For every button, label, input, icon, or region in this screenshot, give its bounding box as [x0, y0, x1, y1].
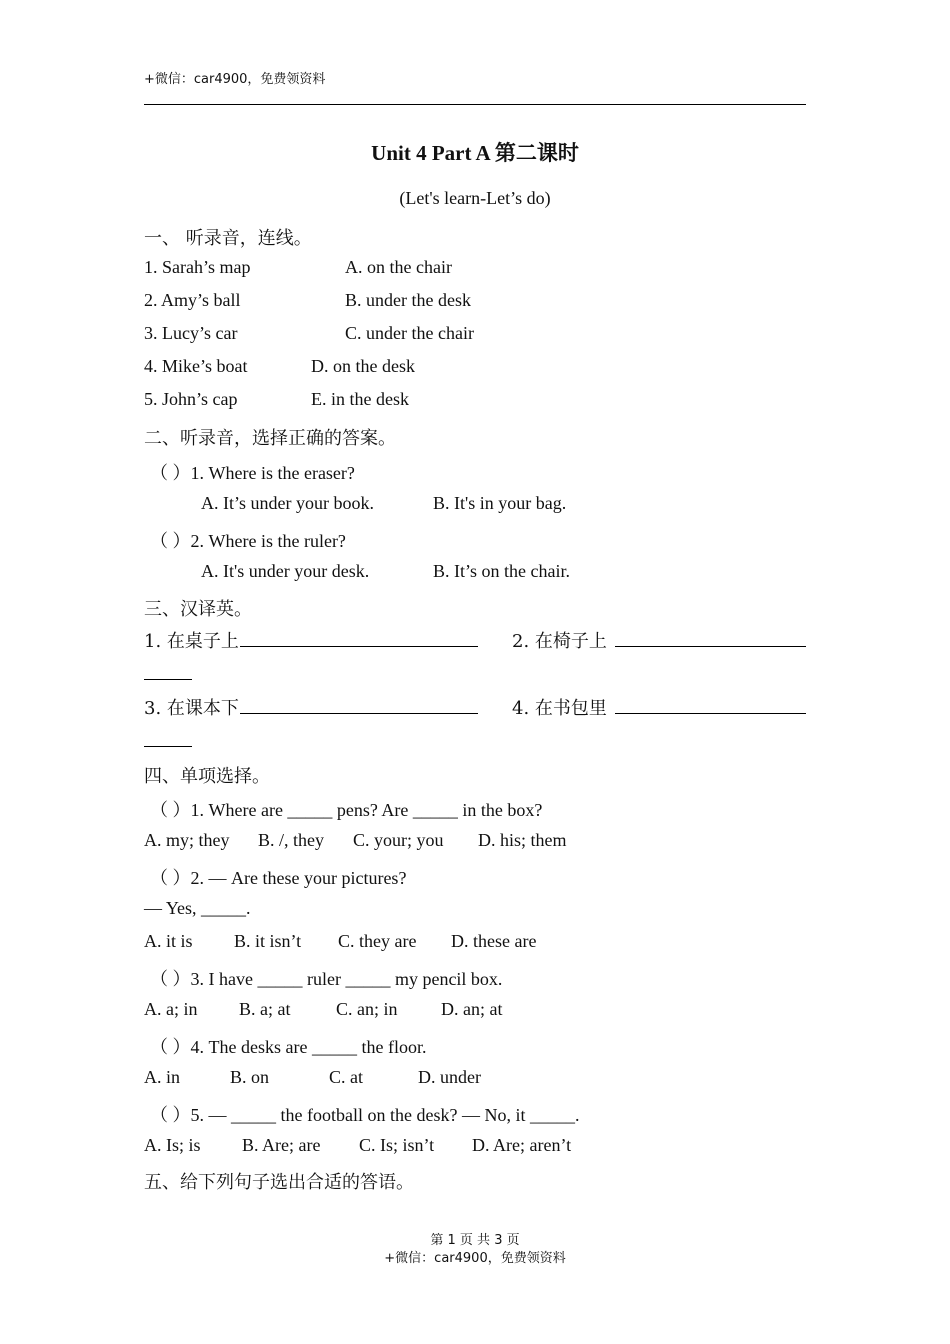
match-left-5: 5. John’s cap	[144, 389, 238, 409]
s4-question-1: （ ）1. Where are _____ pens? Are _____ in the box?	[150, 800, 543, 820]
s3-item-1: 1. 在桌子上	[144, 631, 239, 652]
s3-answer-line-4[interactable]	[615, 713, 806, 714]
section3-heading: 三、汉译英。	[144, 599, 252, 620]
s2-question-1: （ ）1. Where is the eraser?	[150, 463, 355, 483]
section2-heading: 二、听录音，选择正确的答案。	[144, 428, 396, 449]
page-subtitle: (Let's learn-Let’s do)	[399, 188, 551, 208]
s3-answer-line-4-cont	[144, 746, 192, 747]
match-right-3: C. under the chair	[345, 323, 474, 343]
header-note: +微信：car4900，免费领资料	[144, 72, 326, 87]
s4-q4-option-d: D. under	[418, 1067, 481, 1087]
match-left-2: 2. Amy’s ball	[144, 290, 241, 310]
s4-question-2-reply: — Yes, _____.	[144, 898, 251, 918]
match-right-5: E. in the desk	[311, 389, 409, 409]
match-right-1: A. on the chair	[345, 257, 452, 277]
section1-heading: 一、 听录音，连线。	[144, 228, 312, 249]
s4-q3-option-b: B. a; at	[239, 999, 291, 1019]
section4-heading: 四、单项选择。	[144, 766, 270, 787]
s4-q1-option-d: D. his; them	[478, 830, 567, 850]
s4-q5-option-c: C. Is; isn’t	[359, 1135, 435, 1155]
s4-q3-option-d: D. an; at	[441, 999, 503, 1019]
s4-q5-option-d: D. Are; aren’t	[472, 1135, 572, 1155]
s2-q2-option-a: A. It's under your desk.	[201, 561, 370, 581]
s4-q2-option-c: C. they are	[338, 931, 417, 951]
s3-answer-line-2[interactable]	[615, 646, 806, 647]
s2-q2-option-b: B. It’s on the chair.	[433, 561, 570, 581]
section5-heading: 五、给下列句子选出合适的答语。	[144, 1172, 414, 1193]
page-title: Unit 4 Part A 第二课时	[371, 141, 579, 165]
s4-q1-option-b: B. /, they	[258, 830, 324, 850]
s4-q4-option-a: A. in	[144, 1067, 180, 1087]
s4-q1-option-a: A. my; they	[144, 830, 230, 850]
s4-q4-option-c: C. at	[329, 1067, 363, 1087]
s4-q2-option-a: A. it is	[144, 931, 193, 951]
s2-q1-option-b: B. It's in your bag.	[433, 493, 567, 513]
s3-item-3: 3. 在课本下	[144, 698, 239, 719]
s4-q2-option-d: D. these are	[451, 931, 537, 951]
footer-note: +微信：car4900，免费领资料	[384, 1251, 566, 1266]
s4-question-2: （ ）2. — Are these your pictures?	[150, 868, 407, 888]
s3-item-4: 4. 在书包里	[512, 698, 607, 719]
s4-question-4: （ ）4. The desks are _____ the floor.	[150, 1037, 427, 1057]
footer-page-number: 第 1 页 共 3 页	[430, 1233, 520, 1248]
s2-question-2: （ ）2. Where is the ruler?	[150, 531, 346, 551]
match-left-3: 3. Lucy’s car	[144, 323, 238, 343]
s4-q5-option-a: A. Is; is	[144, 1135, 201, 1155]
s3-answer-line-1[interactable]	[240, 646, 478, 647]
match-left-4: 4. Mike’s boat	[144, 356, 248, 376]
s3-item-2: 2. 在椅子上	[512, 631, 607, 652]
s4-q5-option-b: B. Are; are	[242, 1135, 321, 1155]
s3-answer-line-3[interactable]	[240, 713, 478, 714]
match-right-4: D. on the desk	[311, 356, 415, 376]
header-divider	[144, 104, 806, 105]
s4-question-5: （ ）5. — _____ the football on the desk? — No, it _____.	[150, 1105, 580, 1125]
s2-q1-option-a: A. It’s under your book.	[201, 493, 374, 513]
s3-answer-line-2-cont	[144, 679, 192, 680]
s4-q2-option-b: B. it isn’t	[234, 931, 302, 951]
s4-q4-option-b: B. on	[230, 1067, 270, 1087]
s4-q3-option-c: C. an; in	[336, 999, 398, 1019]
match-left-1: 1. Sarah’s map	[144, 257, 251, 277]
match-right-2: B. under the desk	[345, 290, 471, 310]
s4-question-3: （ ）3. I have _____ ruler _____ my pencil box.	[150, 969, 503, 989]
s4-q1-option-c: C. your; you	[353, 830, 444, 850]
s4-q3-option-a: A. a; in	[144, 999, 198, 1019]
